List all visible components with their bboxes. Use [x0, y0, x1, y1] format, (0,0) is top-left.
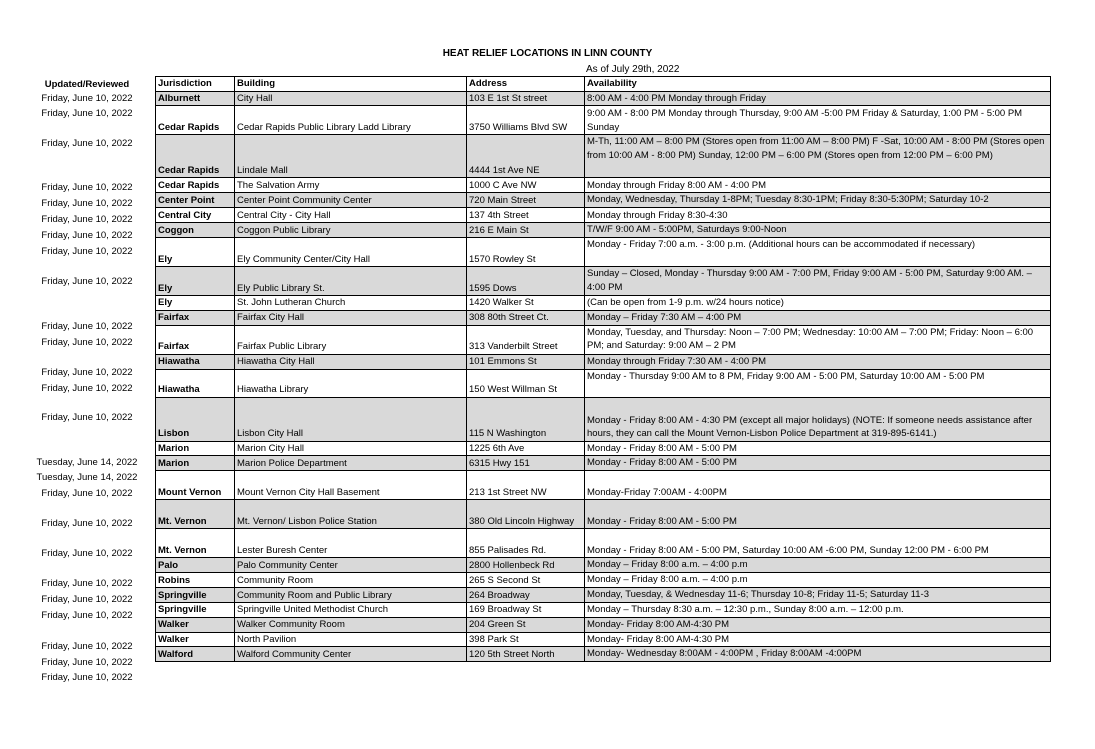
building-cell: Palo Community Center: [235, 558, 467, 573]
building-cell: Community Room and Public Library: [235, 588, 467, 603]
table-body: [156, 91, 1051, 662]
table-row: [156, 310, 1051, 325]
address-cell: 115 N Washington: [467, 397, 585, 441]
jurisdiction-cell: Springville: [156, 588, 235, 603]
updated-cell: Friday, June 10, 2022: [41, 594, 133, 605]
updated-cell: Tuesday, June 14, 2022: [36, 472, 138, 483]
building-header: Building: [235, 77, 467, 92]
address-cell: 265 S Second St: [467, 573, 585, 588]
address-cell: 6315 Hwy 151: [467, 456, 585, 471]
updated-cell: Friday, June 10, 2022: [41, 337, 133, 348]
jurisdiction-cell: Walker: [156, 632, 235, 647]
building-cell: The Salvation Army: [235, 178, 467, 193]
updated-cell: Friday, June 10, 2022: [41, 321, 133, 332]
address-cell: 398 Park St: [467, 632, 585, 647]
address-cell: 264 Broadway: [467, 588, 585, 603]
address-cell: 1000 C Ave NW: [467, 178, 585, 193]
table-row: [156, 441, 1051, 456]
address-cell: 216 E Main St: [467, 223, 585, 238]
availability-cell: Monday - Thursday 9:00 AM to 8 PM, Friday 9:00 AM - 5:00 PM, Saturday 10:00 AM - 5:00 PM: [585, 369, 1051, 397]
updated-cell: [20, 305, 154, 320]
page-title: HEAT RELIEF LOCATIONS IN LINN COUNTY: [442, 48, 653, 59]
updated-cell: Friday, June 10, 2022: [41, 198, 133, 209]
availability-cell: Monday, Tuesday, and Thursday: Noon – 7:00 PM; Wednesday: 10:00 AM – 7:00 PM; Friday: Noon – 6:00 PM; and Saturday: 9:00 AM – 2 PM: [585, 325, 1051, 354]
address-cell: 1595 Dows: [467, 267, 585, 296]
updated-cell: Friday, June 10, 2022: [41, 383, 133, 394]
availability-cell: Monday, Wednesday, Thursday 1-8PM; Tuesday 8:30-1PM; Friday 8:30-5:30PM; Saturday 10-2: [585, 193, 1051, 208]
updated-cell: Friday, June 10, 2022: [41, 657, 133, 668]
updated-cell: Friday, June 10, 2022: [41, 488, 133, 499]
table-row: [156, 208, 1051, 223]
jurisdiction-cell: Ely: [156, 238, 235, 267]
availability-cell: Monday-Friday 7:00AM - 4:00PM: [585, 471, 1051, 500]
table-row: [156, 325, 1051, 354]
jurisdiction-cell: Palo: [156, 558, 235, 573]
table-row: [156, 632, 1051, 647]
availability-cell: Monday – Friday 7:30 AM – 4:00 PM: [585, 310, 1051, 325]
availability-cell: Monday – Thursday 8:30 a.m. – 12:30 p.m., Sunday 8:00 a.m. – 12:00 p.m.: [585, 603, 1051, 618]
updated-cell: Friday, June 10, 2022: [41, 230, 133, 241]
availability-header: Availability: [585, 77, 1051, 92]
building-cell: Coggon Public Library: [235, 223, 467, 238]
address-cell: 1225 6th Ave: [467, 441, 585, 456]
updated-cell: Friday, June 10, 2022: [41, 246, 133, 257]
updated-cell: Friday, June 10, 2022: [41, 214, 133, 225]
address-cell: 855 Palisades Rd.: [467, 529, 585, 558]
jurisdiction-cell: Lisbon: [156, 397, 235, 441]
table-row: [156, 500, 1051, 529]
address-cell: 1570 Rowley St: [467, 238, 585, 267]
updated-cell: Friday, June 10, 2022: [41, 138, 133, 149]
table-row: [156, 529, 1051, 558]
jurisdiction-cell: Center Point: [156, 193, 235, 208]
table-row: [156, 178, 1051, 193]
table-row: [156, 603, 1051, 618]
jurisdiction-cell: Fairfax: [156, 310, 235, 325]
building-cell: North Pavilion: [235, 632, 467, 647]
table-row: [156, 471, 1051, 500]
building-cell: Fairfax City Hall: [235, 310, 467, 325]
address-cell: 103 E 1st St street: [467, 91, 585, 106]
jurisdiction-cell: Coggon: [156, 223, 235, 238]
jurisdiction-cell: Cedar Rapids: [156, 135, 235, 178]
updated-cell: Friday, June 10, 2022: [41, 93, 133, 104]
updated-cell: Friday, June 10, 2022: [41, 367, 133, 378]
building-cell: Hiawatha Library: [235, 369, 467, 397]
building-cell: Community Room: [235, 573, 467, 588]
updated-cell: Friday, June 10, 2022: [41, 108, 133, 119]
address-cell: 101 Emmons St: [467, 354, 585, 369]
address-cell: 169 Broadway St: [467, 603, 585, 618]
table-row: [156, 296, 1051, 311]
updated-cell: Friday, June 10, 2022: [41, 518, 133, 529]
locations-table: [155, 76, 1051, 662]
table-row: [156, 91, 1051, 106]
availability-cell: Monday - Friday 7:00 a.m. - 3:00 p.m. (Additional hours can be accommodated if necessary): [585, 238, 1051, 267]
address-cell: 3750 Williams Blvd SW: [467, 106, 585, 135]
building-cell: Lisbon City Hall: [235, 397, 467, 441]
jurisdiction-cell: Walker: [156, 617, 235, 632]
jurisdiction-cell: Walford: [156, 647, 235, 662]
availability-cell: Monday - Friday 8:00 AM - 5:00 PM: [585, 500, 1051, 529]
updated-column: [20, 77, 154, 687]
table-row: [156, 223, 1051, 238]
address-cell: 4444 1st Ave NE: [467, 135, 585, 178]
jurisdiction-cell: Mt. Vernon: [156, 529, 235, 558]
updated-cell: Friday, June 10, 2022: [41, 641, 133, 652]
table-row: [156, 617, 1051, 632]
jurisdiction-cell: Marion: [156, 456, 235, 471]
as-of-date: As of July 29th, 2022: [586, 64, 680, 75]
updated-cell: Friday, June 10, 2022: [41, 672, 133, 683]
building-cell: Lester Buresh Center: [235, 529, 467, 558]
table-row: [156, 135, 1051, 178]
updated-cell: Friday, June 10, 2022: [41, 610, 133, 621]
building-cell: Marion City Hall: [235, 441, 467, 456]
address-cell: 150 West Willman St: [467, 369, 585, 397]
updated-header: Updated/Reviewed: [44, 79, 130, 90]
updated-cell: Tuesday, June 14, 2022: [36, 457, 138, 468]
jurisdiction-cell: Cedar Rapids: [156, 178, 235, 193]
table-row: [156, 573, 1051, 588]
jurisdiction-cell: Marion: [156, 441, 235, 456]
availability-cell: Monday – Friday 8:00 a.m. – 4:00 p.m: [585, 573, 1051, 588]
availability-cell: 9:00 AM - 8:00 PM Monday through Thursday, 9:00 AM -5:00 PM Friday & Saturday, 1:00 PM - 5:00 PM Sunday: [585, 106, 1051, 135]
updated-cell: Friday, June 10, 2022: [41, 182, 133, 193]
building-cell: St. John Lutheran Church: [235, 296, 467, 311]
address-cell: 380 Old Lincoln Highway: [467, 500, 585, 529]
availability-cell: T/W/F 9:00 AM - 5:00PM, Saturdays 9:00-Noon: [585, 223, 1051, 238]
address-cell: 213 1st Street NW: [467, 471, 585, 500]
availability-cell: Sunday – Closed, Monday - Thursday 9:00 AM - 7:00 PM, Friday 9:00 AM - 5:00 PM, Saturday 9:00 AM. – 4:00 PM: [585, 267, 1051, 296]
building-cell: Mt. Vernon/ Lisbon Police Station: [235, 500, 467, 529]
jurisdiction-cell: Ely: [156, 267, 235, 296]
availability-cell: Monday- Wednesday 8:00AM - 4:00PM , Friday 8:00AM -4:00PM: [585, 647, 1051, 662]
table-row: [156, 267, 1051, 296]
address-cell: 1420 Walker St: [467, 296, 585, 311]
updated-cell: Friday, June 10, 2022: [41, 276, 133, 287]
updated-cell: Friday, June 10, 2022: [41, 548, 133, 559]
table-header-row: [156, 77, 1051, 92]
table-row: [156, 397, 1051, 441]
table-row: [156, 238, 1051, 267]
table-row: [156, 369, 1051, 397]
table-row: [156, 354, 1051, 369]
building-cell: Hiawatha City Hall: [235, 354, 467, 369]
jurisdiction-cell: Robins: [156, 573, 235, 588]
table-row: [156, 647, 1051, 662]
jurisdiction-header: Jurisdiction: [156, 77, 235, 92]
address-header: Address: [467, 77, 585, 92]
address-cell: 720 Main Street: [467, 193, 585, 208]
availability-cell: Monday- Friday 8:00 AM-4:30 PM: [585, 617, 1051, 632]
jurisdiction-cell: Hiawatha: [156, 369, 235, 397]
table-row: [156, 106, 1051, 135]
address-cell: 308 80th Street Ct.: [467, 310, 585, 325]
availability-cell: M-Th, 11:00 AM – 8:00 PM (Stores open from 11:00 AM – 8:00 PM) F -Sat, 10:00 AM - 8:00 PM (Stores open from 10:00 AM - 8:00 PM) Sunday, 12:00 PM – 6:00 PM (Stores open from 12:00 PM – 6:00 PM): [585, 135, 1051, 178]
building-cell: Walker Community Room: [235, 617, 467, 632]
address-cell: 2800 Hollenbeck Rd: [467, 558, 585, 573]
availability-cell: Monday through Friday 8:30-4:30: [585, 208, 1051, 223]
address-cell: 137 4th Street: [467, 208, 585, 223]
building-cell: Center Point Community Center: [235, 193, 467, 208]
jurisdiction-cell: Hiawatha: [156, 354, 235, 369]
building-cell: Cedar Rapids Public Library Ladd Library: [235, 106, 467, 135]
building-cell: Marion Police Department: [235, 456, 467, 471]
availability-cell: Monday – Friday 8:00 a.m. – 4:00 p.m: [585, 558, 1051, 573]
availability-cell: 8:00 AM - 4:00 PM Monday through Friday: [585, 91, 1051, 106]
availability-cell: Monday - Friday 8:00 AM - 5:00 PM: [585, 441, 1051, 456]
jurisdiction-cell: Springville: [156, 603, 235, 618]
building-cell: Springville United Methodist Church: [235, 603, 467, 618]
updated-cell: [20, 625, 154, 640]
availability-cell: Monday through Friday 7:30 AM - 4:00 PM: [585, 354, 1051, 369]
availability-cell: Monday - Friday 8:00 AM - 4:30 PM (except all major holidays) (NOTE: If someone needs assistance after hours, they can call the Mount Vernon-Lisbon Police Department at 319-895-6141.): [585, 397, 1051, 441]
address-cell: 313 Vanderbilt Street: [467, 325, 585, 354]
building-cell: City Hall: [235, 91, 467, 106]
availability-cell: (Can be open from 1-9 p.m. w/24 hours notice): [585, 296, 1051, 311]
jurisdiction-cell: Ely: [156, 296, 235, 311]
building-cell: Lindale Mall: [235, 135, 467, 178]
address-cell: 204 Green St: [467, 617, 585, 632]
table-row: [156, 193, 1051, 208]
building-cell: Fairfax Public Library: [235, 325, 467, 354]
availability-cell: Monday through Friday 8:00 AM - 4:00 PM: [585, 178, 1051, 193]
jurisdiction-cell: Central City: [156, 208, 235, 223]
jurisdiction-cell: Alburnett: [156, 91, 235, 106]
building-cell: Walford Community Center: [235, 647, 467, 662]
availability-cell: Monday - Friday 8:00 AM - 5:00 PM: [585, 456, 1051, 471]
availability-cell: Monday, Tuesday, & Wednesday 11-6; Thursday 10-8; Friday 11-5; Saturday 11-3: [585, 588, 1051, 603]
availability-cell: Monday - Friday 8:00 AM - 5:00 PM, Saturday 10:00 AM -6:00 PM, Sunday 12:00 PM - 6:00 PM: [585, 529, 1051, 558]
table-row: [156, 588, 1051, 603]
building-cell: Ely Public Library St.: [235, 267, 467, 296]
building-cell: Mount Vernon City Hall Basement: [235, 471, 467, 500]
availability-cell: Monday- Friday 8:00 AM-4:30 PM: [585, 632, 1051, 647]
jurisdiction-cell: Cedar Rapids: [156, 106, 235, 135]
updated-cell: Friday, June 10, 2022: [41, 412, 133, 423]
building-cell: Central City - City Hall: [235, 208, 467, 223]
building-cell: Ely Community Center/City Hall: [235, 238, 467, 267]
jurisdiction-cell: Fairfax: [156, 325, 235, 354]
jurisdiction-cell: Mount Vernon: [156, 471, 235, 500]
updated-cell: Friday, June 10, 2022: [41, 578, 133, 589]
table-row: [156, 456, 1051, 471]
jurisdiction-cell: Mt. Vernon: [156, 500, 235, 529]
table-row: [156, 558, 1051, 573]
address-cell: 120 5th Street North: [467, 647, 585, 662]
